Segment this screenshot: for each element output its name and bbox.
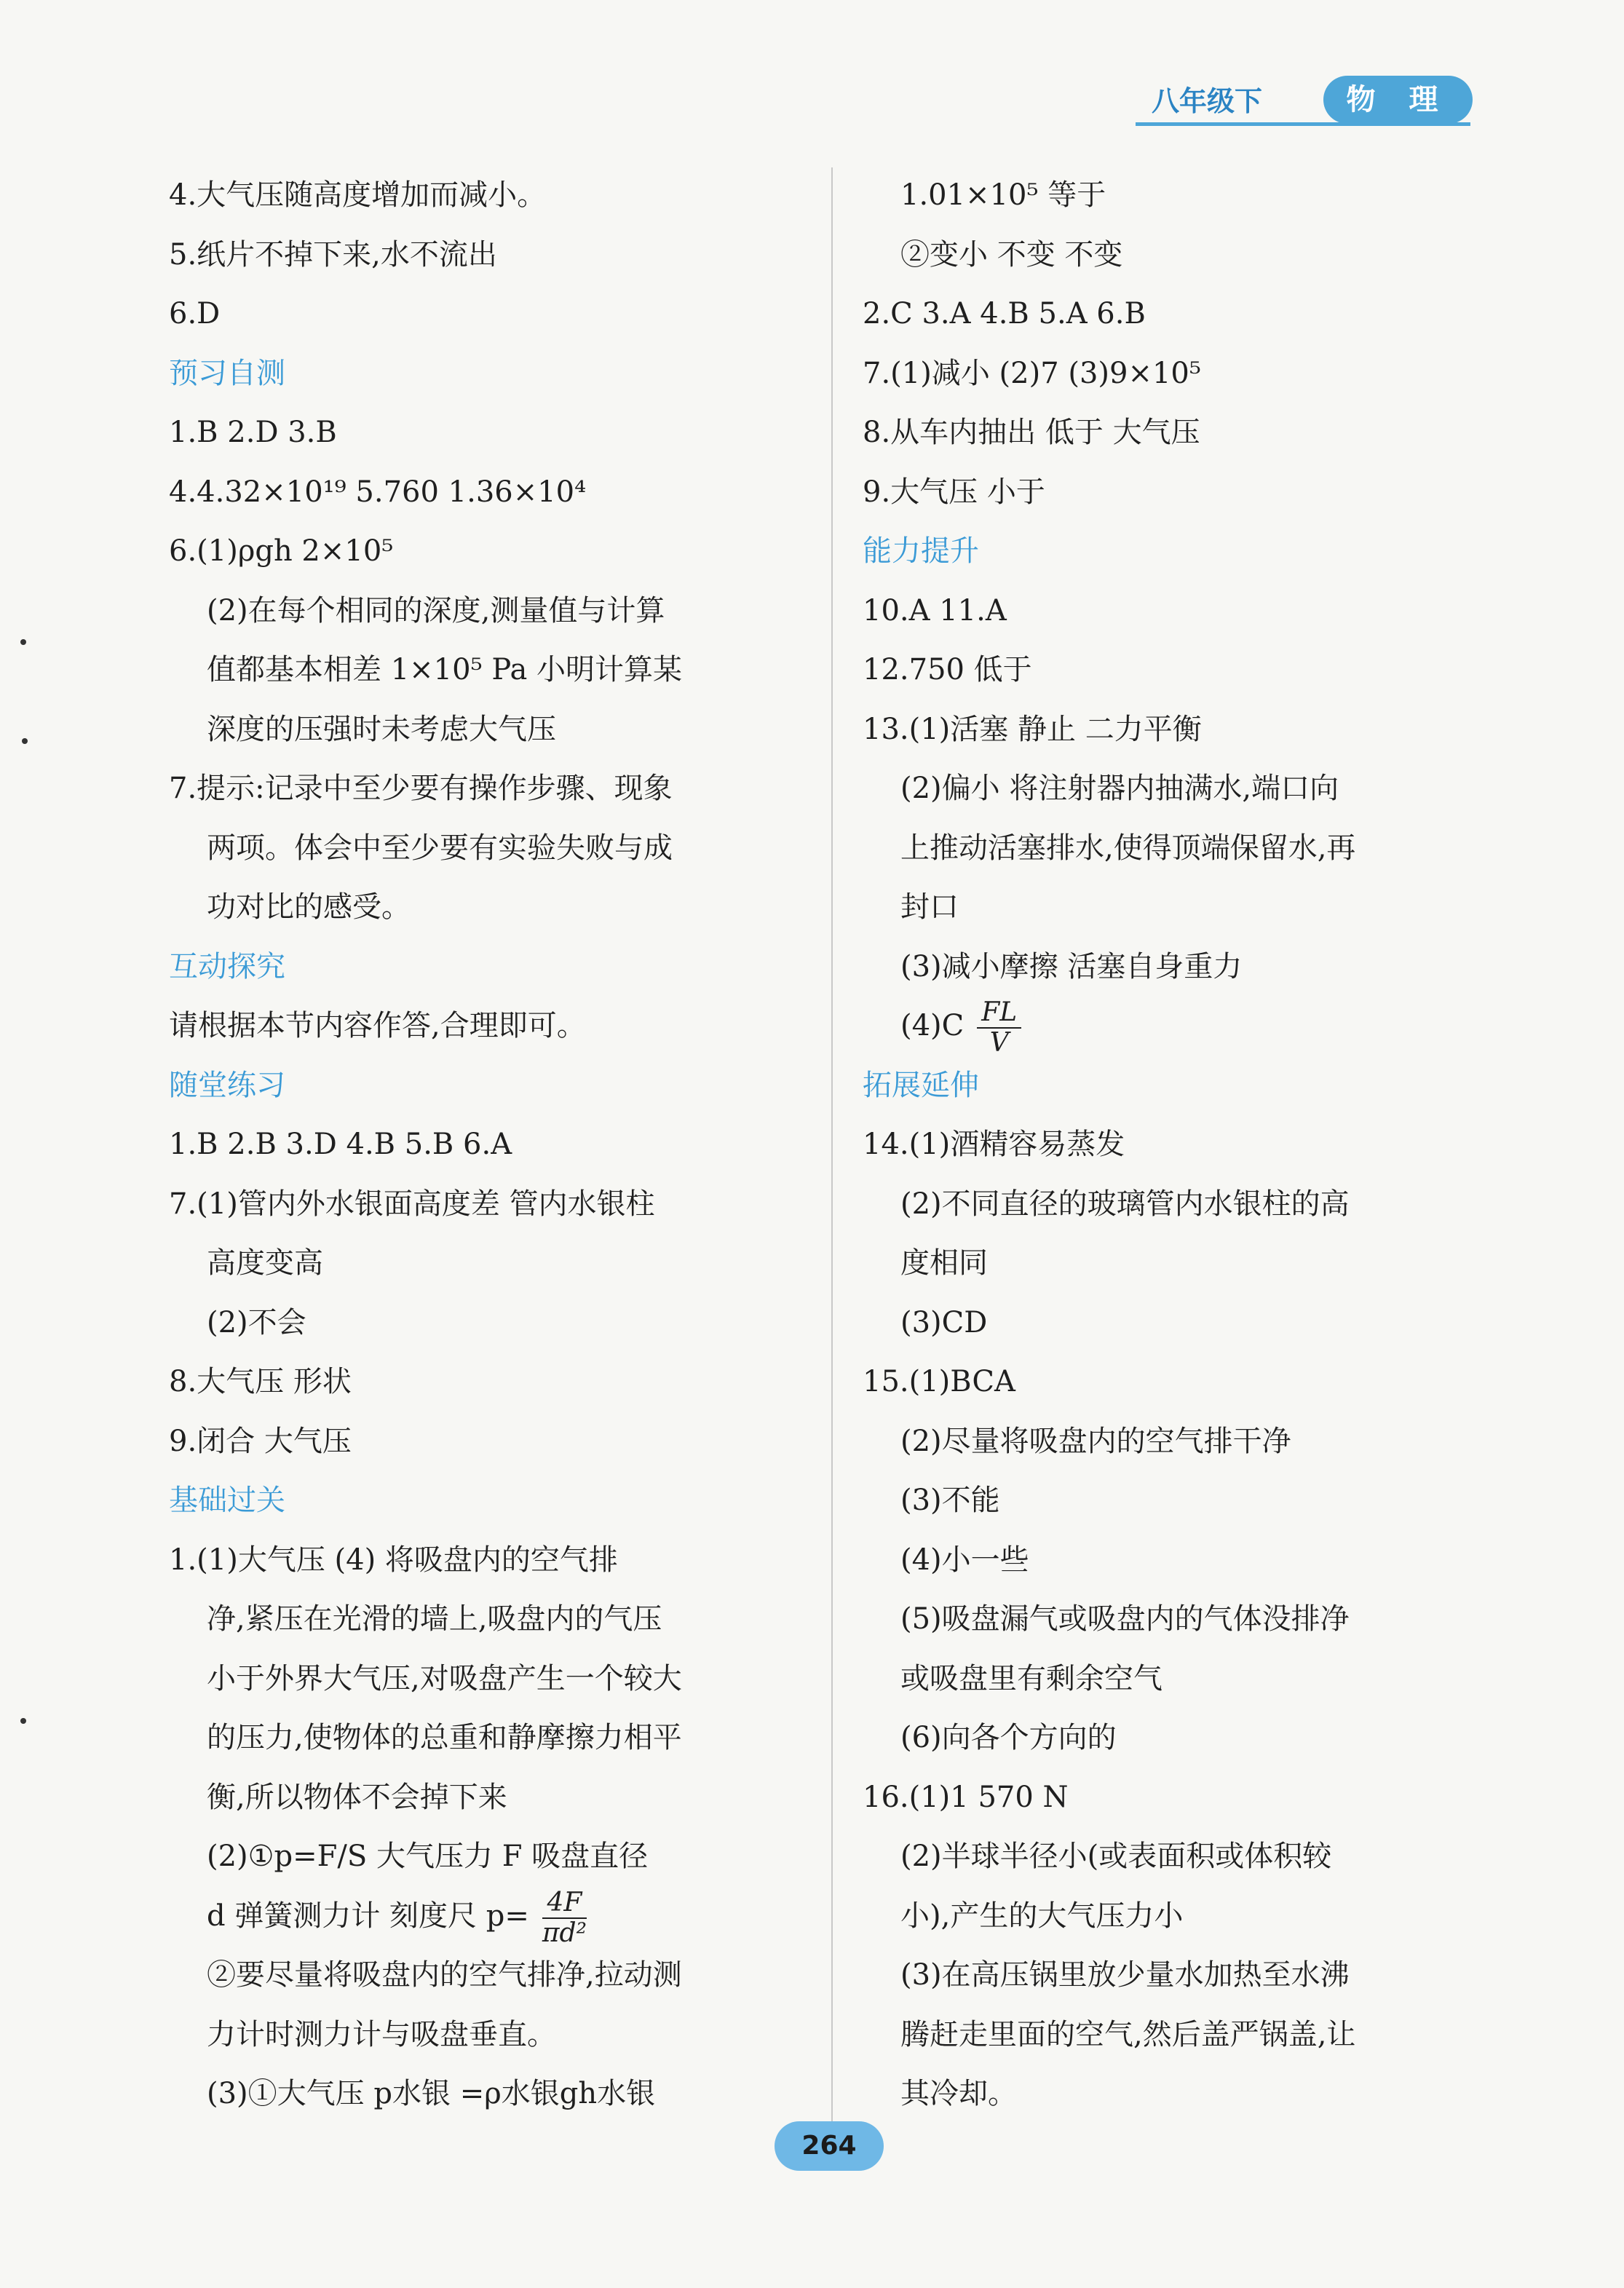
line-text: 4.4.32×10¹⁹ 5.760 1.36×10⁴: [169, 475, 587, 509]
line-text: (6)向各个方向的: [900, 1721, 1117, 1754]
line-text: (4)小一些: [900, 1543, 1029, 1577]
line-text: 8.从车内抽出 低于 大气压: [863, 416, 1200, 449]
line-text: 上推动活塞排水,使得顶端保留水,再: [900, 831, 1356, 865]
answer-line: [863, 1294, 1503, 1353]
answer-line: [169, 1650, 802, 1709]
answer-line: [863, 582, 1503, 641]
line-text: 的压力,使物体的总重和静摩擦力相平: [207, 1721, 682, 1754]
line-text: 4.大气压随高度增加而减小。: [169, 178, 547, 212]
line-text: 度相同: [900, 1246, 988, 1280]
answer-line: [863, 1887, 1503, 1947]
answer-line: [169, 2065, 802, 2124]
fraction: [542, 1888, 587, 1948]
line-text: ②变小 不变 不变: [900, 237, 1123, 272]
answer-line: [169, 463, 802, 523]
line-text: (3)在高压锅里放少量水加热至水沸: [900, 1958, 1350, 1992]
answer-line: [169, 1827, 802, 1887]
page-number: 264: [775, 2121, 884, 2171]
right-column: [863, 166, 1503, 2124]
line-text: 衡,所以物体不会掉下来: [207, 1780, 507, 1814]
answer-line: [169, 1234, 802, 1294]
answer-line: [863, 403, 1503, 463]
answer-line: [863, 819, 1503, 879]
line-text: (3)减小摩擦 活塞自身重力: [900, 949, 1243, 983]
line-text: 能力提升: [863, 534, 979, 568]
answer-line: [169, 1709, 802, 1768]
answer-line: [169, 700, 802, 760]
line-text: 7.提示:记录中至少要有操作步骤、现象: [169, 772, 673, 805]
line-text: 1.01×10⁵ 等于: [900, 178, 1106, 212]
margin-dot: [22, 738, 28, 744]
line-text: 净,紧压在光滑的墙上,吸盘内的气压: [207, 1602, 662, 1636]
line-text: 10.A 11.A: [863, 593, 1007, 628]
answer-line: [863, 700, 1503, 760]
answer-line: [863, 878, 1503, 938]
line-text: 14.(1)酒精容易蒸发: [863, 1128, 1125, 1161]
line-text: 值都基本相差 1×10⁵ Pa 小明计算某: [207, 653, 683, 686]
answer-line: [169, 1294, 802, 1353]
answer-line: [169, 997, 802, 1056]
fraction-numerator: 4F: [542, 1888, 587, 1919]
line-text: 7.(1)减小 (2)7 (3)9×10⁵: [863, 356, 1201, 390]
line-text: 9.大气压 小于: [863, 475, 1045, 509]
answer-line: [863, 1115, 1503, 1175]
answer-line: [169, 1353, 802, 1412]
line-text: 功对比的感受。: [207, 890, 411, 924]
answer-line: [169, 285, 802, 344]
line-text: (3)①大气压 p水银 =ρ水银gh水银: [207, 2077, 656, 2110]
answer-line: [169, 226, 802, 285]
answer-line: [863, 1412, 1503, 1472]
grade-label: 八年级下: [1152, 85, 1263, 117]
answer-line: [863, 1709, 1503, 1768]
answer-line: [863, 463, 1503, 523]
answer-line: [863, 344, 1503, 404]
fraction-denominator: V: [989, 1028, 1009, 1058]
line-text: 15.(1)BCA: [863, 1365, 1015, 1398]
line-text: (2)在每个相同的深度,测量值与计算: [207, 593, 665, 628]
line-text: 13.(1)活塞 静止 二力平衡: [863, 712, 1202, 746]
line-text: (2)不同直径的玻璃管内水银柱的高: [900, 1187, 1350, 1221]
line-text: (2)半球半径小(或表面积或体积较: [900, 1840, 1332, 1873]
answer-line: [169, 403, 802, 463]
line-text: 腾赶走里面的空气,然后盖严锅盖,让: [900, 2017, 1356, 2051]
line-text: 2.C 3.A 4.B 5.A 6.B: [863, 297, 1146, 330]
answer-line: [169, 1531, 802, 1591]
fraction-numerator: FL: [977, 998, 1021, 1029]
answer-line: [863, 641, 1503, 700]
answer-line: [169, 2006, 802, 2065]
answer-line: [863, 2065, 1503, 2124]
section-heading: [169, 1056, 802, 1116]
answer-line: [169, 878, 802, 938]
answer-line: [863, 226, 1503, 285]
line-text: (2)尽量将吸盘内的空气排干净: [900, 1424, 1291, 1458]
line-text: 拓展延伸: [863, 1068, 979, 1102]
answer-line: [169, 582, 802, 641]
line-text: (2)偏小 将注射器内抽满水,端口向: [900, 772, 1339, 805]
line-text: 5.纸片不掉下来,水不流出: [169, 237, 497, 272]
line-text: 互动探究: [169, 949, 285, 983]
line-text: 16.(1)1 570 N: [863, 1780, 1069, 1814]
section-heading: [169, 344, 802, 404]
line-text: 或吸盘里有剩余空气: [900, 1661, 1162, 1695]
answer-line: [863, 1768, 1503, 1828]
answer-line: [169, 1768, 802, 1828]
header-rule: [1136, 122, 1470, 126]
line-text: 两项。体会中至少要有实验失败与成: [207, 831, 673, 865]
line-text: 6.(1)ρgh 2×10⁵: [169, 534, 394, 568]
margin-dot: [20, 639, 26, 645]
line-text: (2)①p=F/S 大气压力 F 吸盘直径: [207, 1840, 649, 1873]
section-heading: [863, 522, 1503, 582]
answer-line: [169, 1412, 802, 1472]
line-text: 小),产生的大气压力小: [900, 1899, 1184, 1933]
answer-line: [169, 1175, 802, 1235]
line-text: 基础过关: [169, 1484, 285, 1517]
answer-line: [863, 1650, 1503, 1709]
line-text: ②要尽量将吸盘内的空气排净,拉动测: [207, 1958, 682, 1992]
line-text: 6.D: [169, 297, 221, 330]
line-text: 1.B 2.D 3.B: [169, 416, 337, 449]
section-heading: [169, 938, 802, 997]
fraction-denominator: πd²: [542, 1917, 587, 1948]
answer-line: [169, 1946, 802, 2006]
line-text: 力计时测力计与吸盘垂直。: [207, 2017, 556, 2051]
left-column: [169, 166, 802, 2124]
answer-line: [863, 285, 1503, 344]
line-text: 1.(1)大气压 (4) 将吸盘内的空气排: [169, 1543, 618, 1577]
answer-line: [169, 1887, 802, 1947]
line-text: 随堂练习: [169, 1068, 285, 1102]
answer-line: [169, 819, 802, 879]
line-text: d 弹簧测力计 刻度尺 p=: [207, 1899, 529, 1933]
line-text: 7.(1)管内外水银面高度差 管内水银柱: [169, 1187, 655, 1221]
line-text: 请根据本节内容作答,合理即可。: [169, 1009, 586, 1042]
line-text: 12.750 低于: [863, 653, 1032, 686]
answer-line: [863, 1175, 1503, 1235]
line-text: (3)不能: [900, 1484, 1000, 1517]
answer-line: [863, 1590, 1503, 1650]
answer-line: [169, 759, 802, 819]
line-text: 预习自测: [169, 356, 285, 390]
line-text: 封口: [900, 890, 959, 924]
line-text: (4)C: [900, 1009, 965, 1042]
answer-line: [863, 997, 1503, 1056]
line-text: 9.闭合 大气压: [169, 1424, 352, 1458]
line-text: 1.B 2.B 3.D 4.B 5.B 6.A: [169, 1128, 512, 1161]
answer-line: [863, 1353, 1503, 1412]
line-text: (2)不会: [207, 1305, 306, 1339]
answer-line: [863, 938, 1503, 997]
line-text: 高度变高: [207, 1246, 323, 1280]
answer-line: [169, 522, 802, 582]
answer-line: [169, 1590, 802, 1650]
section-heading: [863, 1056, 1503, 1116]
answer-line: [863, 1531, 1503, 1591]
answer-line: [863, 1946, 1503, 2006]
section-heading: [169, 1471, 802, 1531]
answer-line: [863, 1471, 1503, 1531]
fraction: [977, 998, 1021, 1058]
line-text: (5)吸盘漏气或吸盘内的气体没排净: [900, 1602, 1350, 1636]
answer-line: [863, 2006, 1503, 2065]
answer-line: [169, 1115, 802, 1175]
column-divider: [831, 167, 833, 2148]
margin-dot: [20, 1718, 26, 1724]
line-text: 深度的压强时未考虑大气压: [207, 712, 556, 746]
answer-line: [169, 641, 802, 700]
answer-line: [863, 166, 1503, 226]
subject-badge: 物 理: [1323, 76, 1473, 124]
line-text: 其冷却。: [900, 2077, 1017, 2110]
line-text: 小于外界大气压,对吸盘产生一个较大: [207, 1661, 682, 1695]
line-text: 8.大气压 形状: [169, 1365, 352, 1398]
answer-line: [863, 1234, 1503, 1294]
answer-line: [169, 166, 802, 226]
line-text: (3)CD: [900, 1305, 988, 1339]
answer-line: [863, 1827, 1503, 1887]
answer-line: [863, 759, 1503, 819]
